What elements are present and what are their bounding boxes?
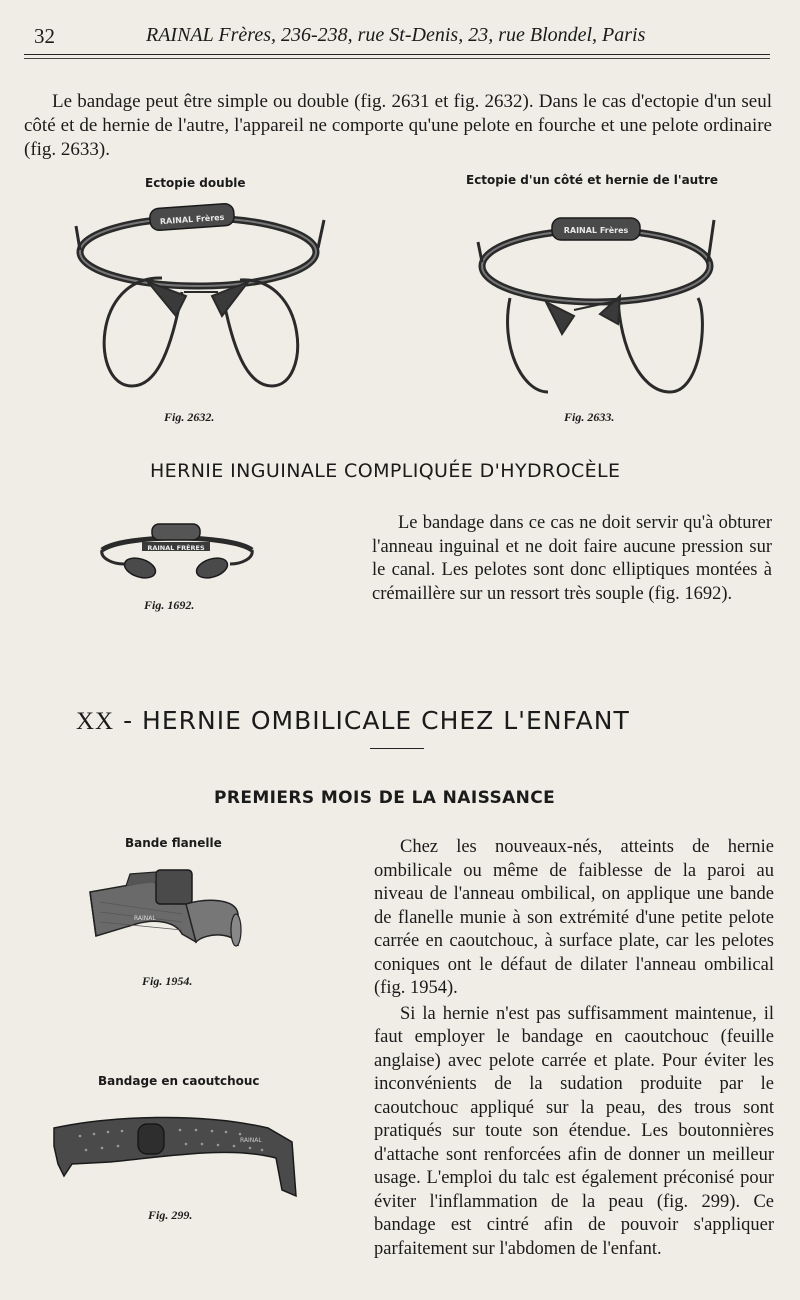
fig-1954-title: Bande flanelle (125, 836, 222, 850)
fig-2633-brand: RAINAL Frères (563, 226, 629, 235)
fig-2632-brand: RAINAL Frères (159, 212, 225, 227)
header-rule (24, 54, 770, 55)
chapter-title: HERNIE OMBILICALE CHEZ L'ENFANT (142, 706, 630, 735)
header-title: RAINAL Frères, 236-238, rue St-Denis, 23, rue Blondel, Paris (146, 24, 646, 46)
rubber-bandage-illustration (50, 1106, 302, 1202)
fig-1954-caption: Fig. 1954. (142, 974, 193, 988)
section-heading-hydrocele: HERNIE INGUINALE COMPLIQUÉE D'HYDROCÈLE (150, 460, 621, 482)
fig-1692-caption: Fig. 1692. (144, 598, 195, 612)
hydrocele-text: Le bandage dans ce cas ne doit servir qu'à obturer l'anneau inguinal et ne doit faire aucune pression sur le canal. Les pelotes sont donc elliptiques montées à crémaillère sur un ressort très souple (fig. 1692). (372, 513, 772, 604)
fig-2633-caption: Fig. 2633. (564, 410, 615, 424)
fig-1692-brand: RAINAL FRÈRES (147, 544, 205, 552)
naissance-paragraphs (374, 836, 774, 1261)
fig-299-brand: RAINAL (240, 1137, 262, 1144)
fig-299-caption: Fig. 299. (148, 1208, 193, 1222)
truss-double-illustration (72, 196, 328, 396)
flannel-band-illustration (86, 862, 242, 958)
chapter-separator: - (123, 706, 134, 735)
hydrocele-paragraph (372, 512, 772, 606)
fig-299-title: Bandage en caoutchouc (98, 1074, 260, 1088)
fig-2632-caption: Fig. 2632. (164, 410, 215, 424)
chapter-divider (370, 748, 424, 749)
naissance-paragraph-2: Si la hernie n'est pas suffisamment maintenue, il faut employer le bandage en caoutchouc (feuille anglaise) avec pelote carrée et plate. Pour éviter les inconvénients de la sudation produite par le caoutchouc appliqué sur la peau, des trous sont pratiqués sur toute son étendue. Les boutonnières d'attache sont renforcées afin de donner un meilleur usage. L'emploi du talc est également préconisé pour éviter l'inflammation de la peau (fig. 299). Ce bandage est cintré afin de pouvoir s'appliquer parfaitement sur l'abdomen de l'enfant. (374, 1003, 774, 1259)
header-rule-thin (24, 58, 770, 59)
fig-1954-brand: RAINAL (134, 915, 156, 922)
page-number: 32 (34, 24, 55, 48)
chapter-heading (76, 706, 630, 736)
naissance-paragraph-1: Chez les nouveaux-nés, atteints de hernie ombilicale ou même de faiblesse de la paroi au niveau de l'anneau ombilical, on applique une bande de flanelle munie à son extrémité d'une petite pelote carrée en caoutchouc, à surface plate, car les pelotes coniques ont le défaut de dilater l'anneau ombilical (fig. 1954). (374, 837, 774, 998)
fig-2633-title: Ectopie d'un côté et hernie de l'autre (466, 173, 718, 187)
chapter-number: XX (76, 708, 115, 735)
fig-2632-title: Ectopie double (145, 176, 246, 190)
intro-paragraph: Le bandage peut être simple ou double (fig. 2631 et fig. 2632). Dans le cas d'ectopie d'un seul côté et de hernie de l'autre, l'appareil ne comporte qu'une pelote en fourche et une pelote ordinaire (fig. 2633). (24, 91, 772, 160)
truss-hydrocele-illustration (94, 520, 260, 584)
page-header (30, 20, 770, 52)
truss-single-illustration (470, 206, 720, 402)
section-heading-naissance: PREMIERS MOIS DE LA NAISSANCE (214, 788, 556, 808)
